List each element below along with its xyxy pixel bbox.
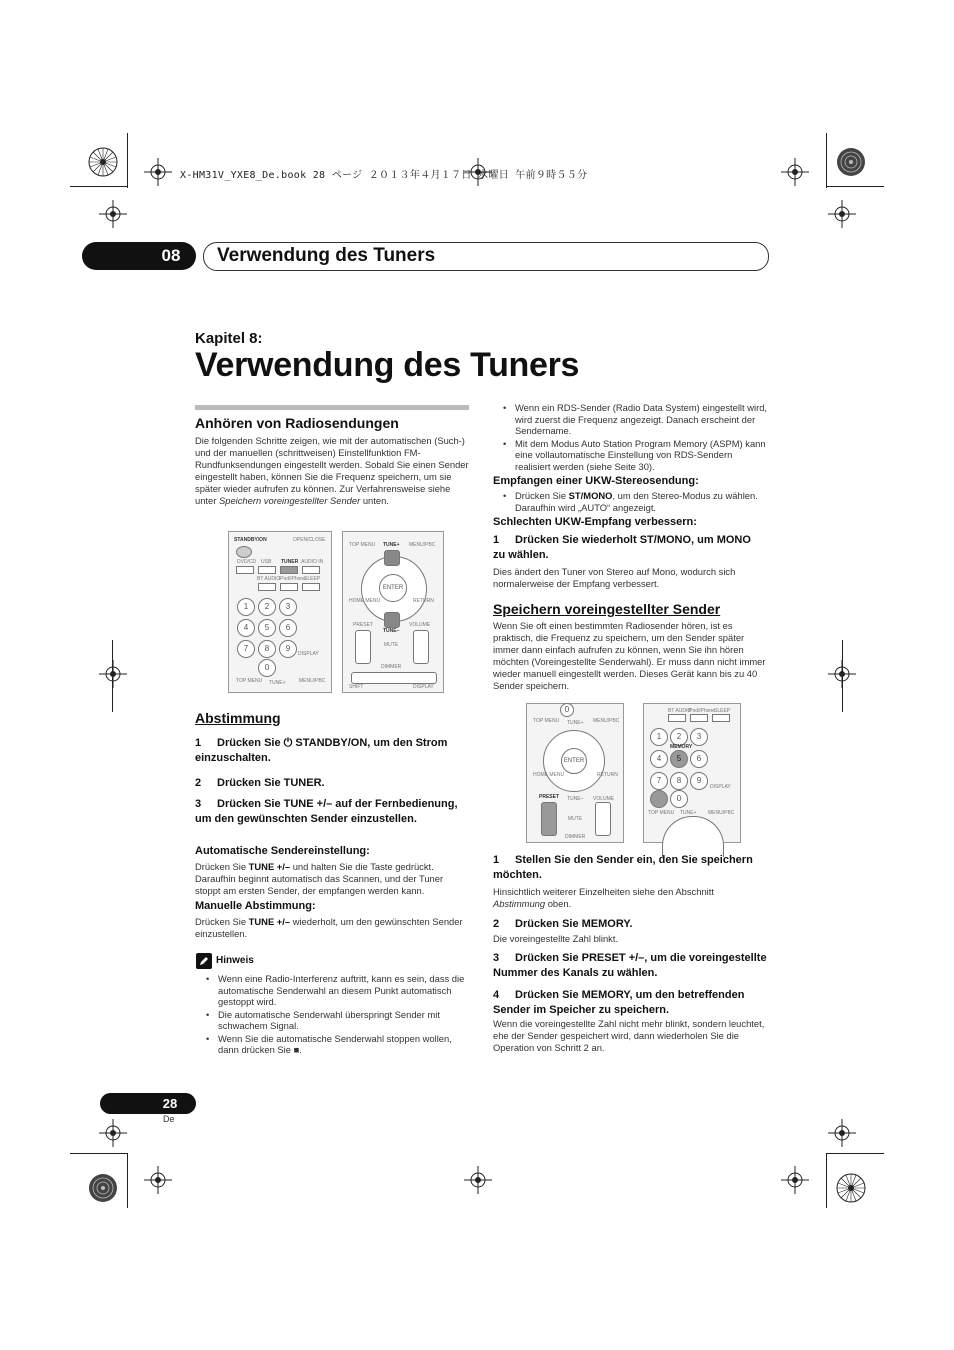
step-standby: 1 Drücken Sie ⏻ STANDBY/ON, um den Strom einzuschalten. (195, 737, 448, 764)
stereo-title: Empfangen einer UKW-Stereosendung: (493, 475, 699, 487)
remote-key (302, 583, 320, 591)
remote-number-key: 1 (237, 598, 255, 616)
enter-key: ENTER (379, 574, 407, 602)
remote-label: DISPLAY (710, 784, 731, 790)
remote-dpad (662, 816, 724, 857)
power-icon: ⏻ (283, 737, 293, 749)
auto-title: Automatische Sendereinstellung: (195, 845, 370, 857)
preset-key (355, 630, 371, 664)
remote-key (258, 583, 276, 591)
section-title-abstimmung: Abstimmung (195, 710, 281, 726)
crosshair-icon (144, 158, 172, 186)
memory-step-4: 4 Drücken Sie MEMORY, um den betreffenden Sender im Speicher zu speichern. (493, 989, 745, 1016)
remote-label: TUNE– (567, 796, 584, 802)
remote-number-key: 4 (650, 750, 668, 768)
remote-label: BT AUDIO (257, 576, 281, 582)
remote-label: HOME MENU (349, 598, 381, 604)
hint-item: • Wenn eine Radio-Interferenz auftritt, kann es sein, dass die automatische Senderwahl an diesem Punkt automatisch gestoppt wird. (196, 973, 471, 1008)
chapter-number: 08 (161, 246, 181, 265)
auto-body: Drücken Sie TUNE +/– und halten Sie die Taste gedrückt. Daraufhin beginnt automatisch das Scannen, und der Tuner stoppt am ersten Sender, der empfangen werden kann. (195, 861, 444, 896)
remote-number-key: 2 (258, 598, 276, 616)
remote-key (280, 583, 298, 591)
remote-label: MUTE (384, 642, 399, 648)
remote-number-key: 8 (670, 772, 688, 790)
registration-mark-icon (88, 147, 118, 177)
crosshair-icon (99, 660, 127, 688)
remote-illustration-preset (526, 703, 624, 843)
crosshair-icon (828, 1119, 856, 1147)
remote-label: SLEEP (304, 576, 321, 582)
remote-label: TUNE+ (680, 810, 697, 816)
remote-label: RETURN (413, 598, 434, 604)
remote-label: HOME MENU (533, 772, 565, 778)
crosshair-icon (464, 1166, 492, 1194)
hint-title: Hinweis (216, 955, 254, 966)
remote-label: DISPLAY (298, 651, 319, 657)
remote-illustration-main (228, 531, 332, 693)
remote-label: iPod/iPhone (279, 576, 306, 582)
remote-label: DISPLAY (413, 684, 434, 690)
remote-label: MENU/PBC (299, 678, 326, 684)
page-number: 28 (162, 1096, 178, 1111)
remote-key (258, 566, 276, 574)
remote-label: TUNE+ (269, 680, 286, 686)
remote-number-key: 6 (279, 619, 297, 637)
remote-illustration-memory (643, 703, 741, 843)
print-info: X-HM31V_YXE8_De.book 28 ページ ２０１３年４月１７日 水曜日 午前９時５５分 (180, 170, 588, 181)
manual-title: Manuelle Abstimmung: (195, 900, 316, 912)
remote-label: MENU/PBC (593, 718, 620, 724)
memory-step-4-body: Wenn die voreingestellte Zahl nicht mehr blinkt, sondern leuchtet, ehe der Sender gespeichert wird, dann wiederholen Sie die Operation von Schritt 2 an. (493, 1018, 765, 1053)
remote-label: DIMMER (565, 834, 586, 840)
remote-label: TOP MENU (349, 542, 376, 548)
crosshair-icon (144, 1166, 172, 1194)
page-language: De (163, 1114, 175, 1124)
crosshair-icon (828, 200, 856, 228)
remote-label: TOP MENU (648, 810, 675, 816)
remote-label: MUTE (568, 816, 583, 822)
remote-label: DIMMER (381, 664, 402, 670)
remote-number-key: 7 (650, 772, 668, 790)
aspm-bullet: • Mit dem Modus Auto Station Program Memory (ASPM) kann eine vollautomatische Einstellung von RDS-Sendern realisiert werden (siehe Seite 30). (493, 438, 768, 473)
registration-mark-icon (88, 1173, 118, 1203)
registration-mark-icon (836, 1173, 866, 1203)
stereo-bullet: • Drücken Sie ST/MONO, um den Stereo-Modus zu wählen. Daraufhin wird „AUTO“ angezeigt. (493, 490, 763, 513)
remote-key (236, 566, 254, 574)
section-title-radio: Anhören von Radiosendungen (195, 415, 399, 431)
remote-number-key: 9 (690, 772, 708, 790)
transport-keys (351, 672, 437, 684)
memory-button-highlight (650, 790, 668, 808)
memory-step-1: 1 Stellen Sie den Sender ein, den Sie speichern möchten. (493, 854, 753, 881)
hint-item: • Wenn Sie die automatische Senderwahl stoppen wollen, dann drücken Sie ■. (196, 1033, 471, 1056)
remote-key (712, 714, 730, 722)
remote-number-key: 9 (279, 640, 297, 658)
remote-label: TOP MENU (533, 718, 560, 724)
remote-number-key: 4 (237, 619, 255, 637)
remote-number-key: 5 (258, 619, 276, 637)
remote-label: TUNE+ (567, 720, 584, 726)
remote-label: USB (261, 559, 272, 565)
remote-label: SLEEP (714, 708, 731, 714)
memory-body: Wenn Sie oft einen bestimmten Radiosender hören, ist es praktisch, die Frequenz zu speichern, um den Sender später immer dann einfach aufrufen zu können, wenn Sie ihn hören möchten (Voreingestellte Senderwahl). Er muss dann nicht immer wieder manuell eingestellt werden. Dieses Gerät kann bis zu 40 Sender speichern. (493, 620, 766, 691)
tune-plus-key (384, 550, 400, 566)
remote-label: AUDIO IN (301, 559, 324, 565)
remote-label: TUNE+ (383, 542, 400, 548)
manual-body: Drücken Sie TUNE +/– wiederholt, um den gewünschten Sender einzustellen. (195, 916, 463, 939)
crosshair-icon (99, 1119, 127, 1147)
remote-label: SHIFT (349, 684, 364, 690)
memory-key-highlight: 5 (670, 750, 688, 768)
remote-label: PRESET (353, 622, 374, 628)
remote-number-key: 0 (670, 790, 688, 808)
remote-label: iPod/iPhone (688, 708, 715, 714)
remote-label: STANDBY/ON (234, 537, 267, 543)
remote-illustration-dpad (342, 531, 444, 693)
crosshair-icon (781, 1166, 809, 1194)
memory-step-2-body: Die voreingestellte Zahl blinkt. (493, 933, 619, 944)
remote-number-key: 7 (237, 640, 255, 658)
memory-step-2: 2 Drücken Sie MEMORY. (493, 918, 633, 930)
volume-key (413, 630, 429, 664)
remote-label: VOLUME (409, 622, 431, 628)
remote-label: MEMORY (670, 744, 693, 750)
remote-number-key: 2 (670, 728, 688, 746)
remote-key (690, 714, 708, 722)
standby-button (236, 546, 252, 558)
section-rule (195, 405, 469, 410)
rds-bullet: • Wenn ein RDS-Sender (Radio Data System) eingestellt wird, wird zuerst die Frequenz angezeigt. Danach erscheint der Sendername. (493, 402, 768, 437)
section-title-memory: Speichern voreingestellter Sender (493, 601, 721, 617)
hint-list (196, 973, 471, 1057)
chapter-label: Kapitel 8: (195, 330, 263, 347)
remote-number-key: 3 (279, 598, 297, 616)
stereo-body (493, 490, 763, 514)
remote-label: BT AUDIO (668, 708, 692, 714)
preset-key-highlight (541, 802, 557, 836)
remote-number-key: 0 (258, 659, 276, 677)
remote-label: TUNER (281, 559, 299, 565)
remote-label: MENU/PBC (708, 810, 735, 816)
step-st-mono: 1 Drücken Sie wiederholt ST/MONO, um MONO zu wählen. (493, 534, 751, 561)
remote-label: VOLUME (593, 796, 615, 802)
registration-mark-icon (836, 147, 866, 177)
remote-label: DVD/CD (237, 559, 257, 565)
memory-step-1-body: Hinsichtlich weiterer Einzelheiten siehe den Abschnitt Abstimmung oben. (493, 886, 714, 909)
remote-label: TOP MENU (236, 678, 263, 684)
step-tune: 3 Drücken Sie TUNE +/– auf der Fernbedienung, um den gewünschten Sender einzustellen. (195, 798, 458, 825)
remote-label: PRESET (539, 794, 560, 800)
memory-step-3: 3 Drücken Sie PRESET +/–, um die voreingestellte Nummer des Kanals zu wählen. (493, 952, 767, 979)
remote-number-key: 6 (690, 750, 708, 768)
remote-label: RETURN (597, 772, 618, 778)
rds-bullets (493, 402, 768, 473)
st-mono-body: Dies ändert den Tuner von Stereo auf Mono, wodurch sich normalerweise der Empfang verbessert. (493, 566, 736, 589)
page-title: Verwendung des Tuners (195, 346, 580, 384)
crosshair-icon (781, 158, 809, 186)
remote-label: OPEN/CLOSE (293, 537, 326, 543)
remote-key (302, 566, 320, 574)
bad-reception-title: Schlechten UKW-Empfang verbessern: (493, 516, 697, 528)
remote-number-key: 3 (690, 728, 708, 746)
remote-label: MENU/PBC (409, 542, 436, 548)
remote-key (668, 714, 686, 722)
remote-label: TUNE– (383, 628, 400, 634)
volume-key (595, 802, 611, 836)
tuner-key (280, 566, 298, 574)
remote-number-key: 1 (650, 728, 668, 746)
enter-key: ENTER (561, 748, 587, 774)
chapter-header-title: Verwendung des Tuners (217, 245, 436, 266)
step-tuner: 2 Drücken Sie TUNER. (195, 777, 325, 789)
hint-item: • Die automatische Senderwahl überspringt Sender mit schwachem Signal. (196, 1009, 471, 1032)
tune-minus-key (384, 612, 400, 628)
note-pencil-icon (196, 953, 212, 969)
crosshair-icon (99, 200, 127, 228)
remote-number-key: 0 (560, 703, 574, 717)
remote-number-key: 8 (258, 640, 276, 658)
section-body-radio: Die folgenden Schritte zeigen, wie mit der automatischen (Such-) und der manuellen (schrittweisen) Einstellfunktion FM-Rundfunksendungen eingestellt werden. Sobald Sie einen Sender eingestellt haben, können Sie die Frequenz speichern, um sie später wieder aufrufen zu können. Zur Verfahrensweise siehe unter Speichern voreingestellter Sender unten. (195, 435, 469, 506)
